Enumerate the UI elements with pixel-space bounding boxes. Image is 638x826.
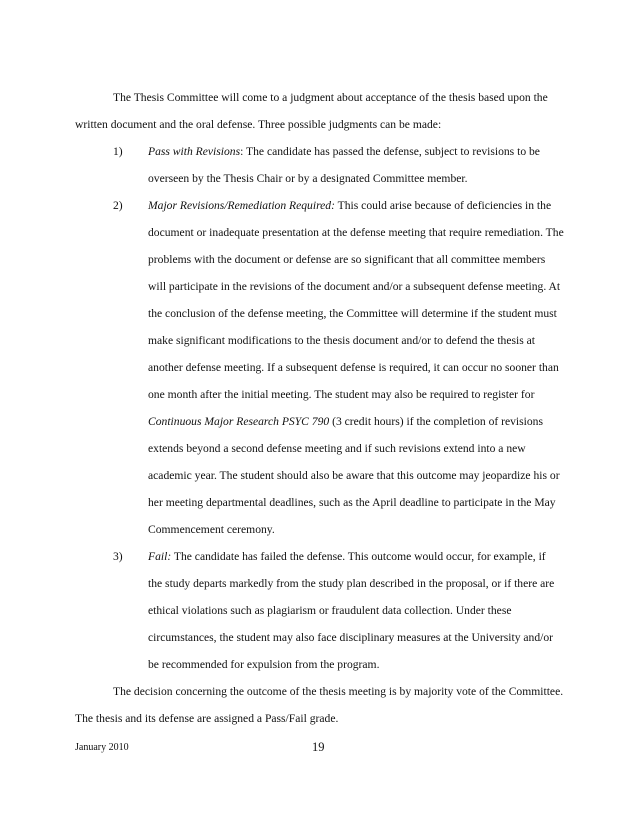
item-3-line: be recommended for expulsion from the program. — [148, 658, 380, 671]
item-1-first-line-text: : The candidate has passed the defense, subject to revisions to be — [240, 145, 540, 158]
closing-line-1: The decision concerning the outcome of the thesis meeting is by majority vote of the Committee. — [113, 685, 564, 698]
intro-line-2: written document and the oral defense. Three possible judgments can be made: — [75, 118, 442, 131]
item-2-line: document or inadequate presentation at the defense meeting that require remediation. The — [148, 226, 564, 239]
item-3-number: 3) — [113, 550, 123, 563]
item-2-line: make significant modifications to the thesis document and/or to defend the thesis at — [148, 334, 536, 347]
item-3-first-line — [148, 550, 546, 564]
item-3-line: ethical violations such as plagiarism or fraudulent data collection. Under these — [148, 604, 512, 617]
item-2-line: another defense meeting. If a subsequent defense is required, it can occur no sooner than — [148, 361, 559, 374]
item-2-line: the conclusion of the defense meeting, the Committee will determine if the student must — [148, 307, 557, 320]
item-3-line: the study departs markedly from the study plan described in the proposal, or if there are — [148, 577, 555, 590]
item-2-title: Major Revisions/Remediation Required: — [148, 199, 335, 212]
item-3-line: circumstances, the student may also face disciplinary measures at the University and/or — [148, 631, 554, 644]
closing-line-2: The thesis and its defense are assigned a Pass/Fail grade. — [75, 712, 339, 725]
item-2-line: extends beyond a second defense meeting and if such revisions extend into a new — [148, 442, 526, 455]
intro-line-1: The Thesis Committee will come to a judgment about acceptance of the thesis based upon the — [113, 91, 548, 104]
item-2-first-line-text: This could arise because of deficiencies in the — [334, 199, 552, 212]
item-3-title: Fail: — [148, 550, 172, 563]
footer-date: January 2010 — [75, 742, 129, 753]
item-1-line: overseen by the Thesis Chair or by a designated Committee member. — [148, 172, 468, 185]
item-2-line: Commencement ceremony. — [148, 523, 275, 536]
item-2-line: her meeting departmental deadlines, such as the April deadline to participate in the May — [148, 496, 556, 509]
item-2-line: academic year. The student should also be aware that this outcome may jeopardize his or — [148, 469, 560, 482]
course-name: Continuous Major Research PSYC 790 — [148, 415, 330, 428]
item-3-first-line-text: The candidate has failed the defense. This outcome would occur, for example, if — [171, 550, 546, 563]
item-2-line: will participate in the revisions of the document and/or a subsequent defense meeting. At — [148, 280, 561, 293]
item-2-line: problems with the document or defense are so significant that all committee members — [148, 253, 546, 266]
item-1-title: Pass with Revisions — [148, 145, 241, 158]
page-number: 19 — [312, 740, 325, 754]
item-2-course-line — [148, 415, 543, 429]
course-line-text: (3 credit hours) if the completion of revisions — [329, 415, 543, 428]
item-1-first-line — [148, 145, 540, 159]
item-2-number: 2) — [113, 199, 123, 212]
item-2-line: one month after the initial meeting. The student may also be required to register for — [148, 388, 535, 401]
item-1-number: 1) — [113, 145, 123, 158]
item-2-first-line — [148, 199, 551, 213]
